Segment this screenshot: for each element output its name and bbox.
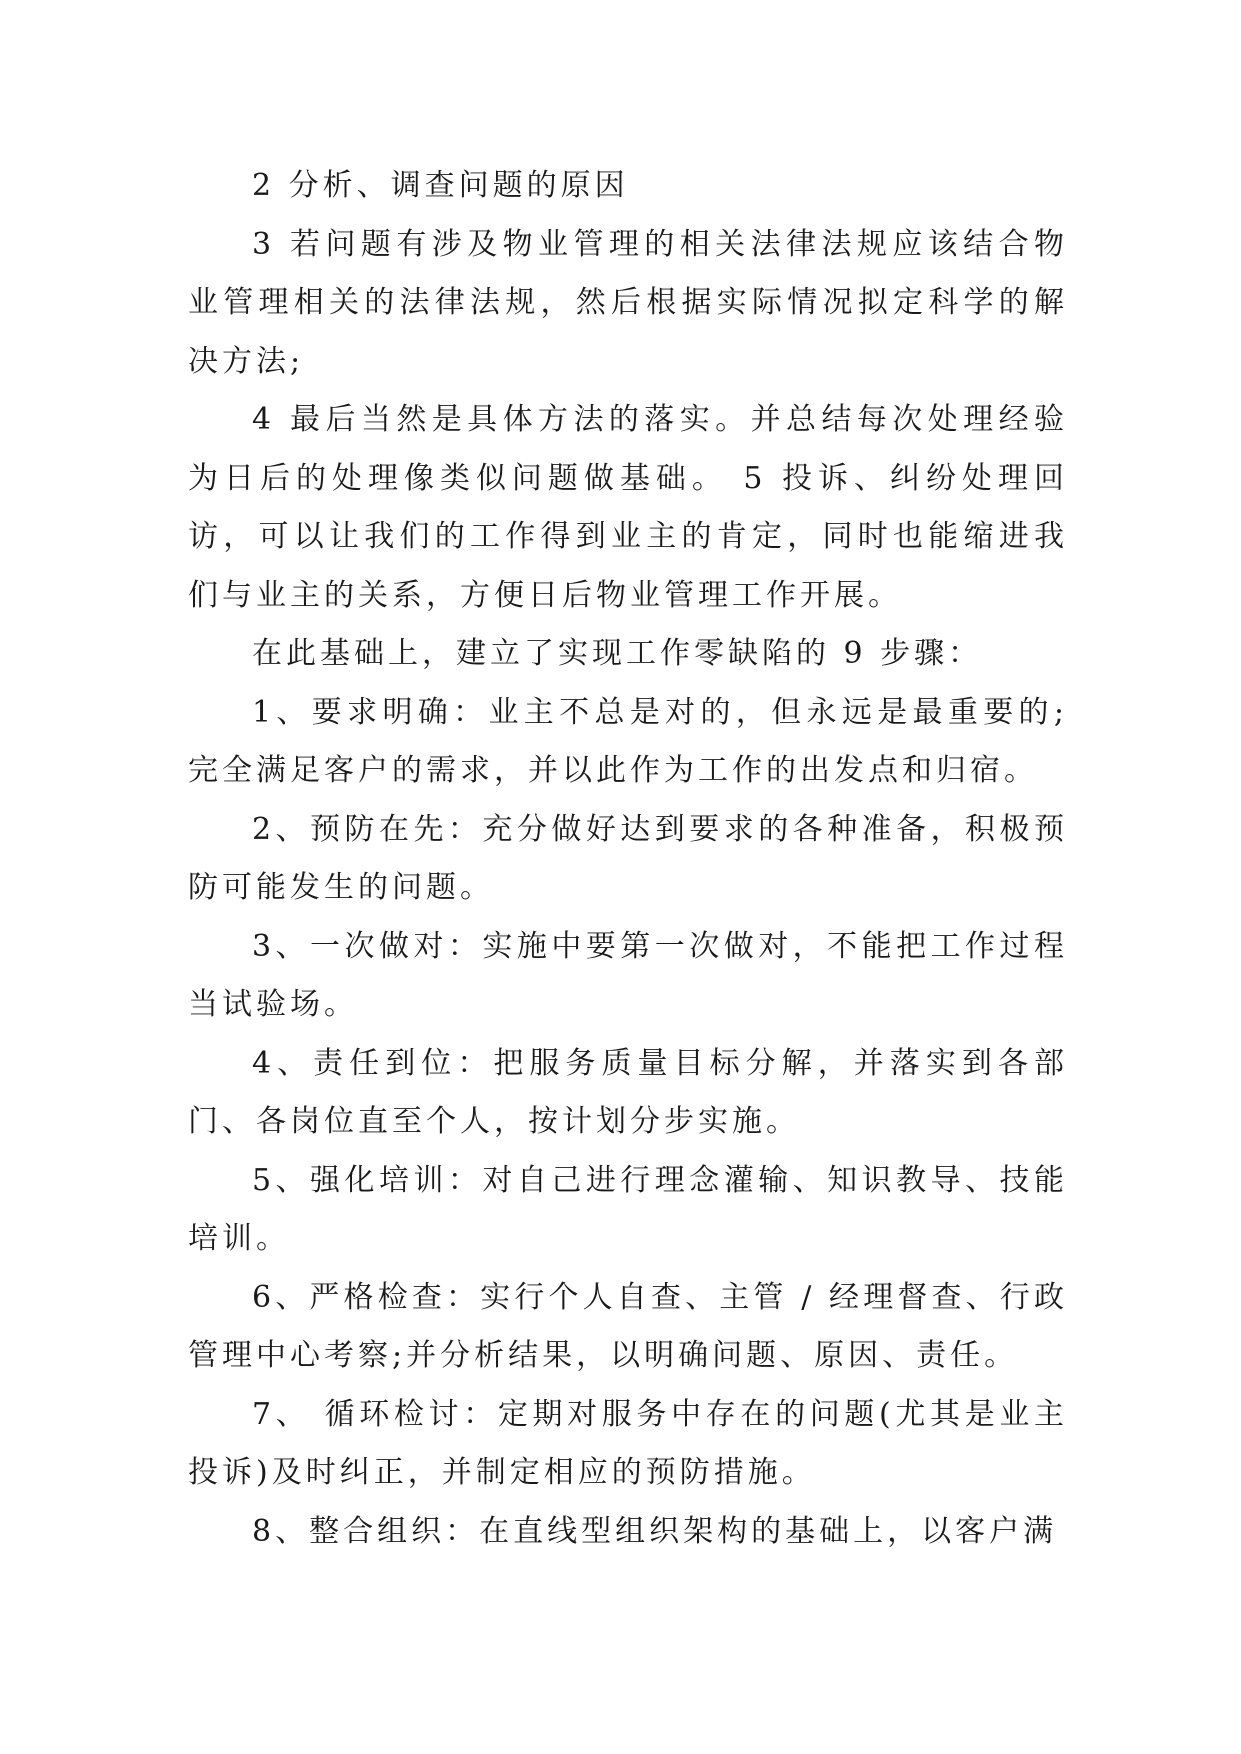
paragraph-step-6: 6、严格检查：实行个人自查、主管 / 经理督查、行政管理中心考察;并分析结果，以明确问题、原因、责任。 [188, 1279, 1068, 1373]
document-body [188, 157, 1068, 1561]
paragraph-nine-steps-intro: 在此基础上，建立了实现工作零缺陷的 9 步骤： [252, 636, 983, 671]
paragraph-step-5: 5、强化培训：对自己进行理念灌输、知识教导、技能培训。 [188, 1162, 1068, 1256]
paragraph-cause-analysis: 2 分析、调查问题的原因 [252, 168, 629, 203]
paragraph-step-1: 1、要求明确：业主不总是对的，但永远是最重要的;完全满足客户的需求，并以此作为工作的出发点和归宿。 [188, 694, 1068, 788]
paragraph-implementation-followup: 4 最后当然是具体方法的落实。并总结每次处理经验为日后的处理像类似问题做基础。 5 投诉、纠纷处理回访，可以让我们的工作得到业主的肯定，同时也能缩进我们与业主的关系，方便日后物业管理工作开展。 [188, 402, 1068, 613]
paragraph-step-3: 3、一次做对：实施中要第一次做对，不能把工作过程当试验场。 [188, 928, 1068, 1022]
paragraph-step-4: 4、责任到位：把服务质量目标分解，并落实到各部门、各岗位直至个人，按计划分步实施。 [188, 1045, 1068, 1139]
paragraph-step-7: 7、 循环检讨：定期对服务中存在的问题(尤其是业主投诉)及时纠正，并制定相应的预防措施。 [188, 1396, 1068, 1490]
paragraph-step-2: 2、预防在先：充分做好达到要求的各种准备，积极预防可能发生的问题。 [188, 811, 1068, 905]
paragraph-legal-basis: 3 若问题有涉及物业管理的相关法律法规应该结合物业管理相关的法律法规，然后根据实际情况拟定科学的解决方法; [188, 226, 1068, 379]
paragraph-step-8: 8、整合组织：在直线型组织架构的基础上，以客户满 [252, 1513, 1058, 1549]
